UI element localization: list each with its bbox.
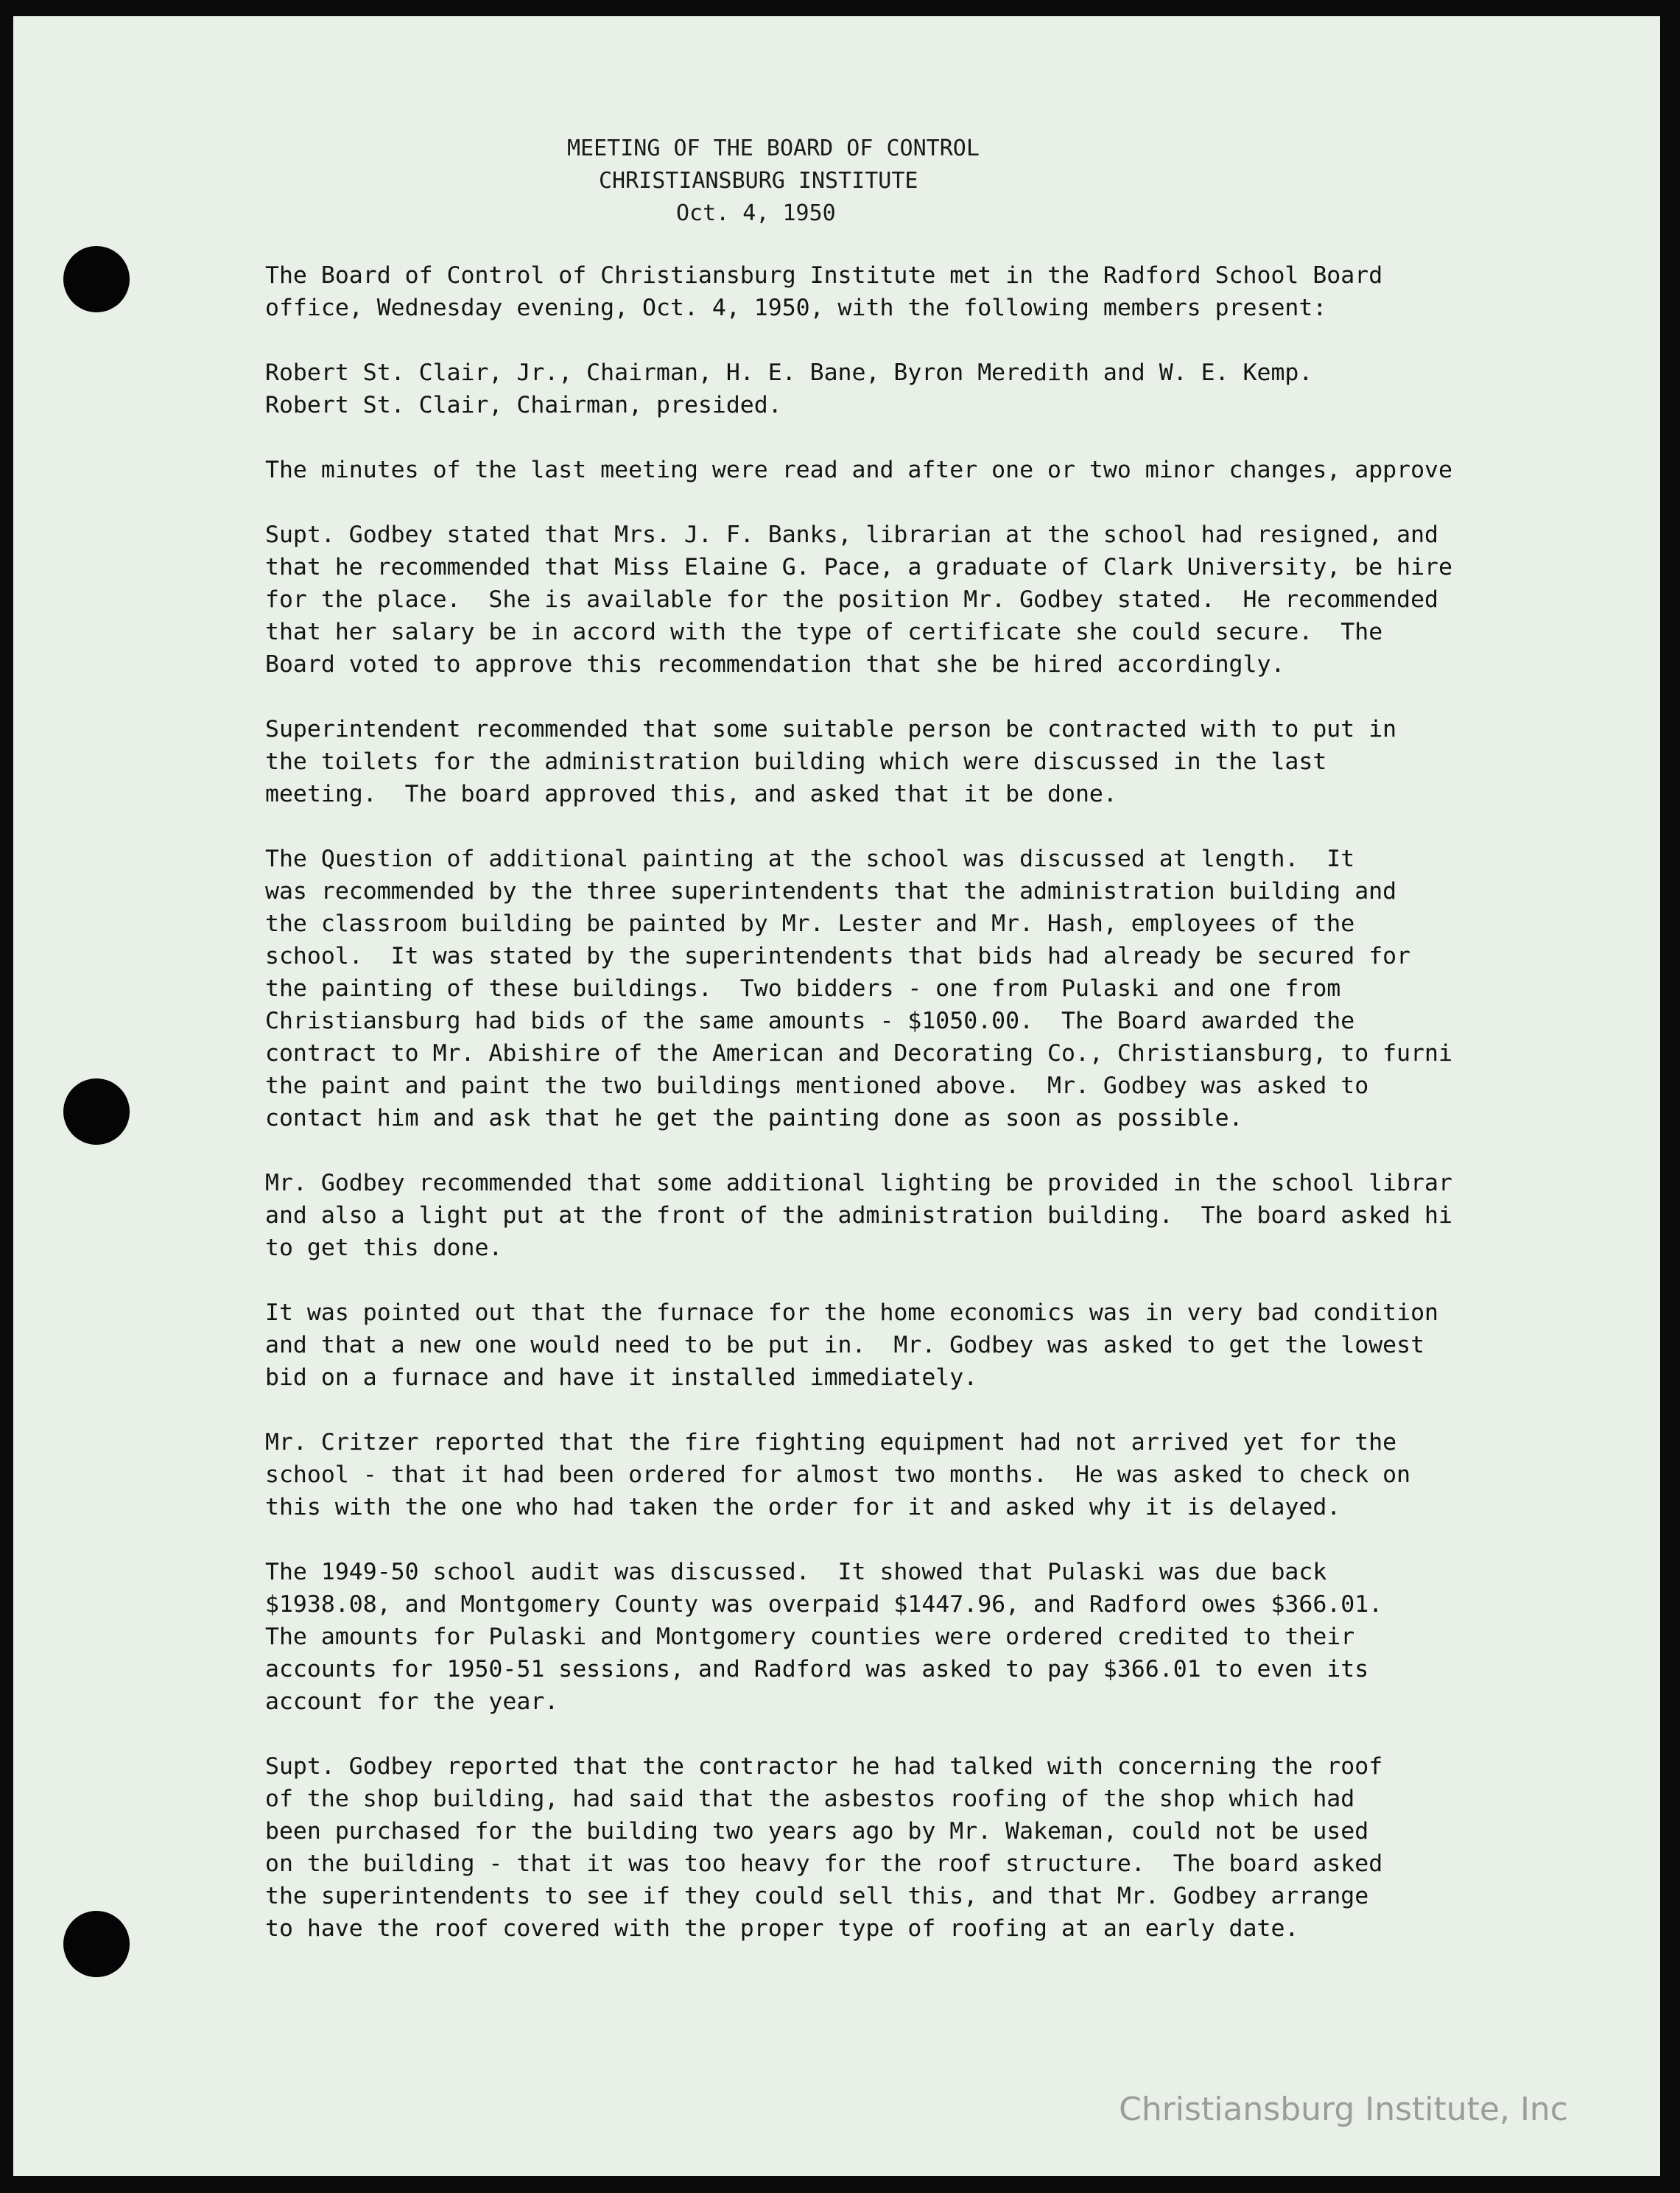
document-page <box>13 16 1660 2176</box>
punch-hole-middle <box>63 1078 130 1145</box>
minutes-paragraph <box>265 713 1657 810</box>
paragraph-line: The Board of Control of Christiansburg Institute met in the Radford School Board <box>265 262 1383 289</box>
paragraph-line: The 1949-50 school audit was discussed. It showed that Pulaski was due back <box>265 1559 1327 1585</box>
minutes-paragraph <box>265 357 1657 421</box>
minutes-paragraph <box>265 454 1657 486</box>
paragraph-line: Supt. Godbey reported that the contractor he had talked with concerning the roof <box>265 1753 1383 1780</box>
paragraph-line: of the shop building, had said that the asbestos roofing of the shop which had <box>265 1786 1355 1812</box>
paragraph-line: meeting. The board approved this, and asked that it be done. <box>265 781 1117 807</box>
paragraph-line: and also a light put at the front of the administration building. The board asked hi <box>265 1202 1452 1229</box>
paragraph-line: the paint and paint the two buildings mentioned above. Mr. Godbey was asked to <box>265 1073 1369 1099</box>
minutes-paragraph <box>265 1296 1657 1394</box>
paragraph-line: on the building - that it was too heavy for the roof structure. The board asked <box>265 1850 1383 1877</box>
heading-institution: CHRISTIANSBURG INSTITUTE <box>599 168 918 194</box>
paragraph-line: Robert St. Clair, Jr., Chairman, H. E. Bane, Byron Meredith and W. E. Kemp. <box>265 359 1313 386</box>
paragraph-line: Mr. Godbey recommended that some additional lighting be provided in the school librar <box>265 1170 1452 1196</box>
paragraph-line: that he recommended that Miss Elaine G. Pace, a graduate of Clark University, be hire <box>265 554 1452 580</box>
paragraph-line: Christiansburg had bids of the same amounts - $1050.00. The Board awarded the <box>265 1008 1355 1034</box>
paragraph-line: was recommended by the three superintendents that the administration building and <box>265 878 1397 905</box>
paragraph-line: office, Wednesday evening, Oct. 4, 1950, with the following members present: <box>265 295 1327 321</box>
paragraph-line: for the place. She is available for the position Mr. Godbey stated. He recommended <box>265 586 1439 613</box>
minutes-paragraph <box>265 1750 1657 1945</box>
paragraph-line: the painting of these buildings. Two bidders - one from Pulaski and one from <box>265 975 1341 1002</box>
paragraph-line: and that a new one would need to be put in. Mr. Godbey was asked to get the lowest <box>265 1332 1425 1358</box>
minutes-paragraph <box>265 519 1657 681</box>
paragraph-line: account for the year. <box>265 1688 559 1715</box>
minutes-paragraph <box>265 1556 1657 1718</box>
paragraph-line: school - that it had been ordered for almost two months. He was asked to check on <box>265 1462 1411 1488</box>
paragraph-line: accounts for 1950-51 sessions, and Radford was asked to pay $366.01 to even its <box>265 1656 1369 1683</box>
paragraph-line: Superintendent recommended that some suitable person be contracted with to put in <box>265 716 1397 743</box>
minutes-paragraph <box>265 1167 1657 1264</box>
punch-hole-top <box>63 246 130 312</box>
paragraph-line: that her salary be in accord with the type of certificate she could secure. The <box>265 619 1383 645</box>
paragraph-line: to get this done. <box>265 1235 503 1261</box>
paragraph-line: contact him and ask that he get the painting done as soon as possible. <box>265 1105 1243 1131</box>
paragraph-line: school. It was stated by the superintendents that bids had already be secured for <box>265 943 1411 969</box>
paragraph-line: this with the one who had taken the order for it and asked why it is delayed. <box>265 1494 1341 1520</box>
minutes-paragraph <box>265 1426 1657 1523</box>
heading-date: Oct. 4, 1950 <box>676 200 836 226</box>
paragraph-line: Supt. Godbey stated that Mrs. J. F. Banks, librarian at the school had resigned, and <box>265 522 1439 548</box>
paragraph-line: Board voted to approve this recommendation that she be hired accordingly. <box>265 651 1285 678</box>
paragraph-line: to have the roof covered with the proper type of roofing at an early date. <box>265 1915 1299 1942</box>
heading-title: MEETING OF THE BOARD OF CONTROL <box>567 136 980 161</box>
paragraph-line: been purchased for the building two years ago by Mr. Wakeman, could not be used <box>265 1818 1369 1845</box>
minutes-paragraph <box>265 843 1657 1134</box>
punch-hole-bottom <box>63 1911 130 1977</box>
paragraph-line: $1938.08, and Montgomery County was overpaid $1447.96, and Radford owes $366.01. <box>265 1591 1383 1618</box>
paragraph-line: the superintendents to see if they could sell this, and that Mr. Godbey arrange <box>265 1883 1369 1909</box>
paragraph-line: the classroom building be painted by Mr. Lester and Mr. Hash, employees of the <box>265 910 1355 937</box>
paragraph-line: The Question of additional painting at the school was discussed at length. It <box>265 846 1355 872</box>
minutes-body <box>265 259 1657 1977</box>
paragraph-line: Robert St. Clair, Chairman, presided. <box>265 392 782 418</box>
paragraph-line: The amounts for Pulaski and Montgomery counties were ordered credited to their <box>265 1624 1355 1650</box>
minutes-paragraph <box>265 259 1657 324</box>
paragraph-line: It was pointed out that the furnace for the home economics was in very bad condition <box>265 1299 1439 1326</box>
watermark-text: Christiansburg Institute, Inc <box>1119 2091 1568 2128</box>
paragraph-line: Mr. Critzer reported that the fire fighting equipment had not arrived yet for the <box>265 1429 1397 1456</box>
paragraph-line: the toilets for the administration building which were discussed in the last <box>265 748 1327 775</box>
paragraph-line: bid on a furnace and have it installed immediately. <box>265 1364 978 1391</box>
paragraph-line: contract to Mr. Abishire of the American and Decorating Co., Christiansburg, to furni <box>265 1040 1452 1067</box>
paragraph-line: The minutes of the last meeting were read and after one or two minor changes, approve <box>265 457 1452 483</box>
